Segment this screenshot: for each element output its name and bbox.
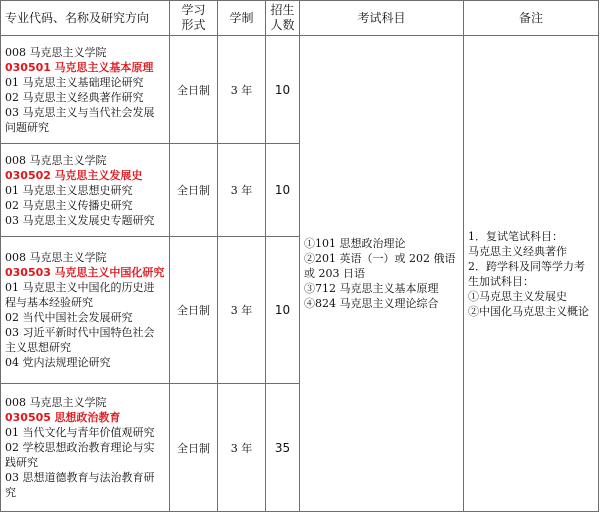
note-line: 2．跨学科及同等学力考生加试科目： <box>468 259 585 288</box>
table-row <box>1 36 599 144</box>
note-line: ②中国化马克思主义概论 <box>468 304 589 318</box>
notes-cell <box>464 36 599 512</box>
study-mode-cell: 全日制 <box>170 36 218 144</box>
quota-cell: 10 <box>266 144 300 237</box>
header-quota-line2: 人数 <box>270 18 295 32</box>
research-direction: 01 马克思主义中国化的历史进程与基本经验研究 <box>5 281 155 309</box>
header-duration: 学制 <box>218 1 266 36</box>
duration-cell: 3 年 <box>218 144 266 237</box>
major-cell <box>1 237 170 384</box>
major-title <box>5 168 165 183</box>
study-mode-cell: 全日制 <box>170 237 218 384</box>
study-mode-cell: 全日制 <box>170 384 218 512</box>
college-name: 008 马克思主义学院 <box>5 153 107 167</box>
exam-subject: ②201 英语（一）或 202 俄语或 203 日语 <box>304 252 456 280</box>
major-name: 马克思主义基本原理 <box>54 60 154 74</box>
major-code: 030501 <box>5 60 51 74</box>
major-cell <box>1 36 170 144</box>
study-mode-cell: 全日制 <box>170 144 218 237</box>
note-line: 马克思主义经典著作 <box>468 244 567 258</box>
quota-cell: 10 <box>266 237 300 384</box>
research-direction: 02 马克思主义传播史研究 <box>5 198 133 212</box>
major-code: 030505 <box>5 411 51 424</box>
header-study-mode-line2: 形式 <box>181 18 206 32</box>
research-direction: 01 马克思主义思想史研究 <box>5 183 133 197</box>
quota-cell: 10 <box>266 36 300 144</box>
note-line: 1．复试笔试科目： <box>468 229 563 243</box>
college-name: 008 马克思主义学院 <box>5 396 107 409</box>
research-direction: 01 当代文化与青年价值观研究 <box>5 426 155 439</box>
research-direction: 02 当代中国社会发展研究 <box>5 311 133 324</box>
major-cell <box>1 144 170 237</box>
header-notes: 备注 <box>464 1 599 36</box>
exam-subject: ③712 马克思主义基本原理 <box>304 282 439 295</box>
research-direction: 04 党内法规理论研究 <box>5 356 111 369</box>
research-direction: 02 马克思主义经典著作研究 <box>5 90 144 104</box>
header-major: 专业代码、名称及研究方向 <box>1 1 170 36</box>
header-row <box>1 1 599 36</box>
duration-cell: 3 年 <box>218 237 266 384</box>
duration-cell: 3 年 <box>218 384 266 512</box>
research-direction: 03 思想道德教育与法治教育研究 <box>5 471 155 499</box>
major-title <box>5 410 165 425</box>
exam-subject: ①101 思想政治理论 <box>304 237 406 250</box>
note-line: ①马克思主义发展史 <box>468 289 567 303</box>
research-direction: 03 马克思主义发展史专题研究 <box>5 213 155 227</box>
major-name: 马克思主义中国化研究 <box>54 266 165 279</box>
exam-subjects-cell <box>300 36 464 512</box>
major-code: 030503 <box>5 266 51 279</box>
research-direction: 03 习近平新时代中国特色社会主义思想研究 <box>5 326 155 354</box>
exam-subject: ④824 马克思主义理论综合 <box>304 297 439 310</box>
header-exam-subjects: 考试科目 <box>300 1 464 36</box>
major-cell <box>1 384 170 512</box>
major-title <box>5 265 165 280</box>
major-name: 马克思主义发展史 <box>54 168 143 182</box>
major-name: 思想政治教育 <box>54 411 121 424</box>
research-direction: 02 学校思想政治教育理论与实践研究 <box>5 441 155 469</box>
header-quota-line1: 招生 <box>270 3 295 17</box>
header-study-mode <box>170 1 218 36</box>
header-quota <box>266 1 300 36</box>
duration-cell: 3 年 <box>218 36 266 144</box>
college-name: 008 马克思主义学院 <box>5 45 107 59</box>
quota-cell: 35 <box>266 384 300 512</box>
major-title <box>5 60 165 75</box>
college-name: 008 马克思主义学院 <box>5 251 107 264</box>
research-direction: 03 马克思主义与当代社会发展问题研究 <box>5 105 155 134</box>
header-study-mode-line1: 学习 <box>181 3 206 17</box>
research-direction: 01 马克思主义基础理论研究 <box>5 75 144 89</box>
major-code: 030502 <box>5 168 51 182</box>
